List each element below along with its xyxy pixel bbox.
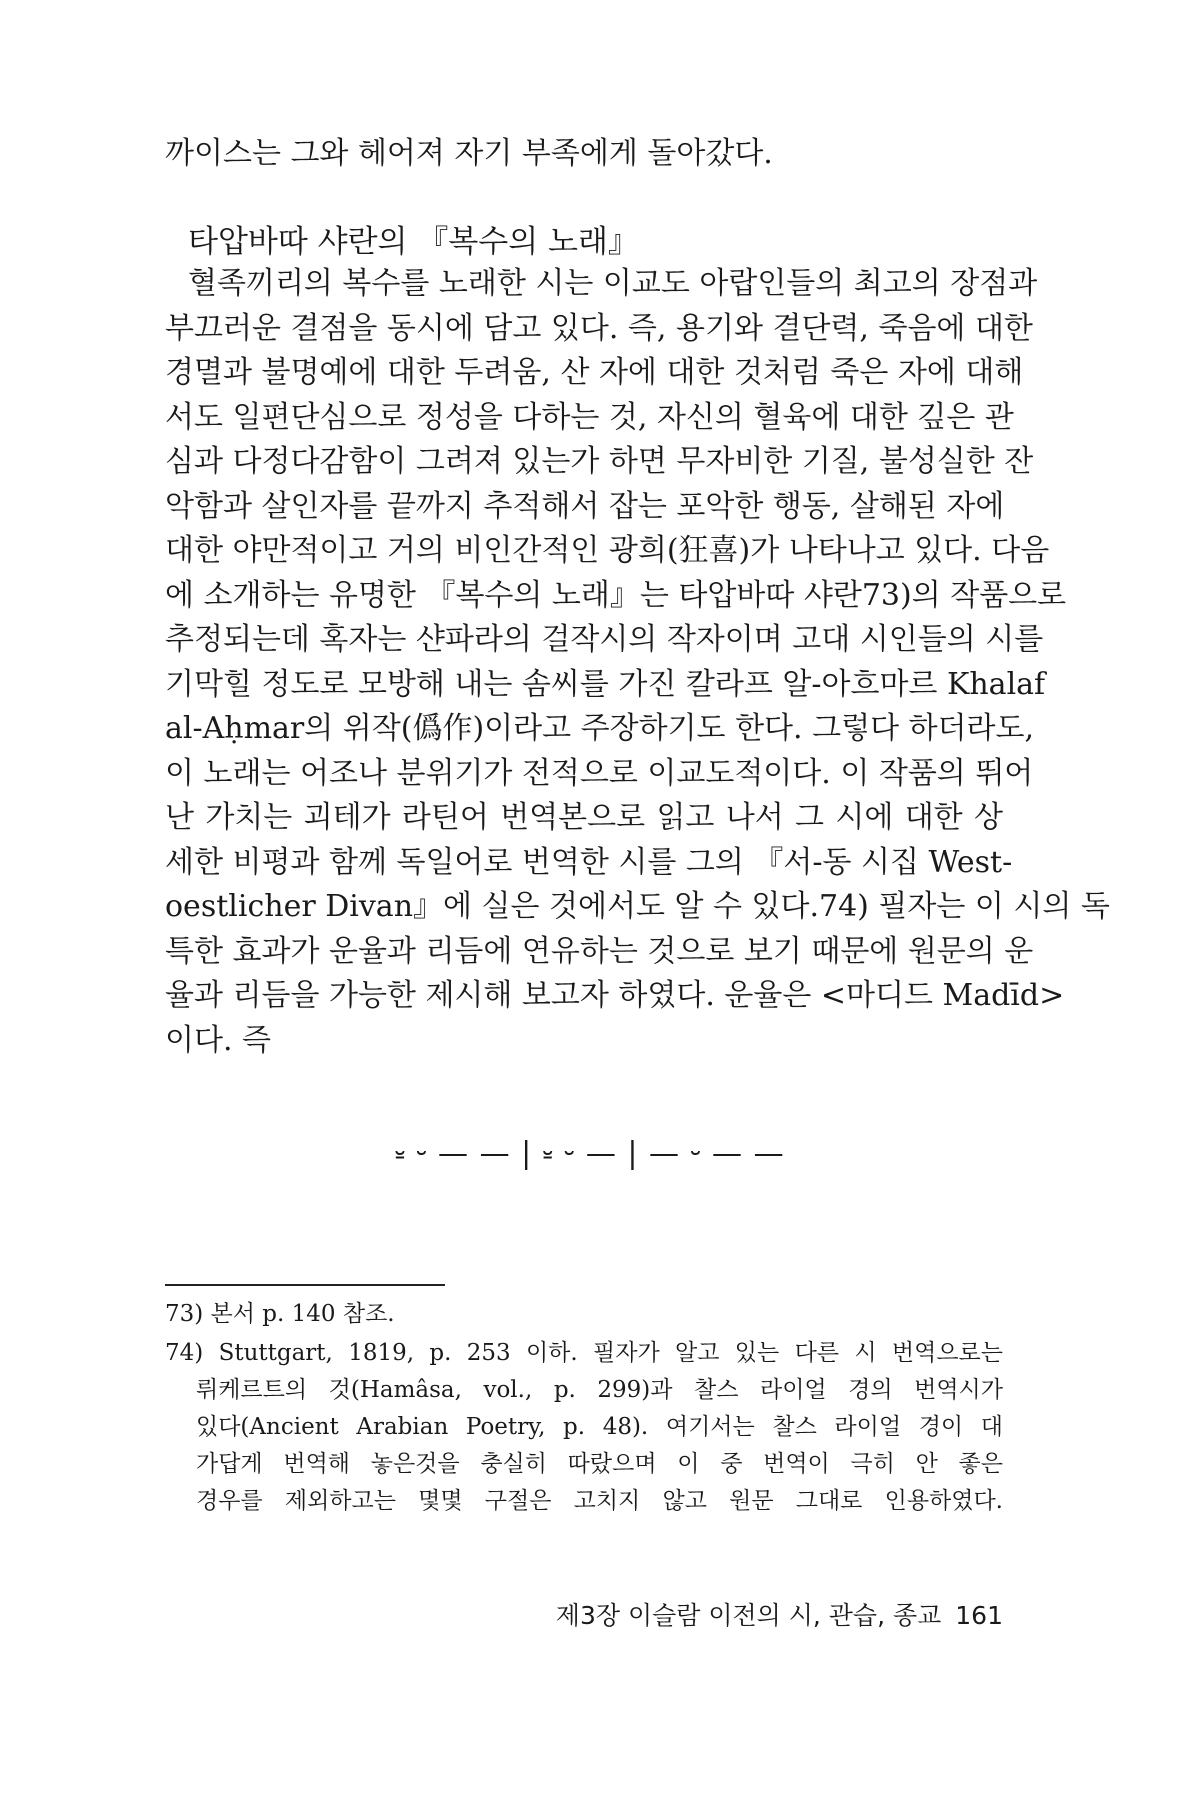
paragraph-line: 기막힐 정도로 모방해 내는 솜씨를 가진 칼라프 알-아흐마르 Khalaf	[165, 667, 1046, 702]
footnote-74-line: 74) Stuttgart, 1819, p. 253 이하. 필자가 알고 있는 다른 시 번역으로는	[165, 1340, 1003, 1366]
meter-scheme: ⏓ ⏑ — — | ⏓ ⏑ — | — ⏑ — —	[395, 1136, 785, 1171]
paragraph-line: 세한 비평과 함께 독일어로 번역한 시를 그의 『서-동 시집 West-	[165, 845, 1013, 880]
footnote-74-line: 있다(Ancient Arabian Poetry, p. 48). 여기서는 찰스 라이얼 경이 대	[196, 1414, 1003, 1440]
section-heading: 타압바따 샤란의 『복수의 노래』	[188, 224, 639, 260]
paragraph-line: 경멸과 불명예에 대한 두려움, 산 자에 대한 것처럼 죽은 자에 대해	[165, 355, 1024, 390]
running-footer	[542, 1600, 1003, 1632]
paragraph-line: 이다. 즉	[165, 1023, 272, 1058]
paragraph-line: al-Aḥmar의 위작(僞作)이라고 주장하기도 한다. 그렇다 하더라도,	[165, 711, 1035, 746]
footnote-73: 73) 본서 p. 140 참조.	[165, 1301, 395, 1327]
paragraph-line: 심과 다정다감함이 그려져 있는가 하면 무자비한 기질, 불성실한 잔	[165, 444, 1034, 479]
paragraph-line: 대한 야만적이고 거의 비인간적인 광희(狂喜)가 나타나고 있다. 다음	[165, 533, 1050, 568]
paragraph-line: oestlicher Divan』에 실은 것에서도 알 수 있다.74) 필자는 이 시의 독	[165, 889, 1110, 924]
footnote-74-line: 경우를 제외하고는 몇몇 구절은 고치지 않고 원문 그대로 인용하였다.	[196, 1488, 1003, 1514]
footnote-74-line: 가답게 번역해 놓은것을 충실히 따랐으며 이 중 번역이 극히 안 좋은	[196, 1451, 1003, 1477]
footnote-74-line: 뤼케르트의 것(Hamâsa, vol., p. 299)과 찰스 라이얼 경의 번역시가	[196, 1377, 1003, 1403]
paragraph-line: 혈족끼리의 복수를 노래한 시는 이교도 아랍인들의 최고의 장점과	[188, 266, 1038, 301]
paragraph-line: 추정되는데 혹자는 샨파라의 걸작시의 작자이며 고대 시인들의 시를	[165, 622, 1044, 657]
paragraph-line: 부끄러운 결점을 동시에 담고 있다. 즉, 용기와 결단력, 죽음에 대한	[165, 311, 1033, 346]
page-number: 161	[955, 1601, 1003, 1630]
paragraph-line: 난 가치는 괴테가 라틴어 번역본으로 읽고 나서 그 시에 대한 상	[165, 800, 1003, 835]
paragraph-line: 율과 리듬을 가능한 제시해 보고자 하였다. 운율은 <마디드 Madīd>	[165, 978, 1065, 1013]
paragraph-line: 악함과 살인자를 끝까지 추적해서 잡는 포악한 행동, 살해된 자에	[165, 489, 1005, 524]
chapter-title: 제3장 이슬람 이전의 시, 관습, 종교	[555, 1601, 942, 1630]
paragraph-line: 특한 효과가 운율과 리듬에 연유하는 것으로 보기 때문에 원문의 운	[165, 934, 1034, 969]
paragraph-line: 서도 일편단심으로 정성을 다하는 것, 자신의 혈육에 대한 깊은 관	[165, 400, 1014, 435]
paragraph-line: 이 노래는 어조나 분위기가 전적으로 이교도적이다. 이 작품의 뛰어	[165, 756, 1034, 791]
paragraph-line: 에 소개하는 유명한 『복수의 노래』는 타압바따 샤란73)의 작품으로	[165, 578, 1067, 613]
footnote-divider	[165, 1284, 445, 1286]
previous-section-closing-line: 까이스는 그와 헤어져 자기 부족에게 돌아갔다.	[165, 136, 773, 171]
